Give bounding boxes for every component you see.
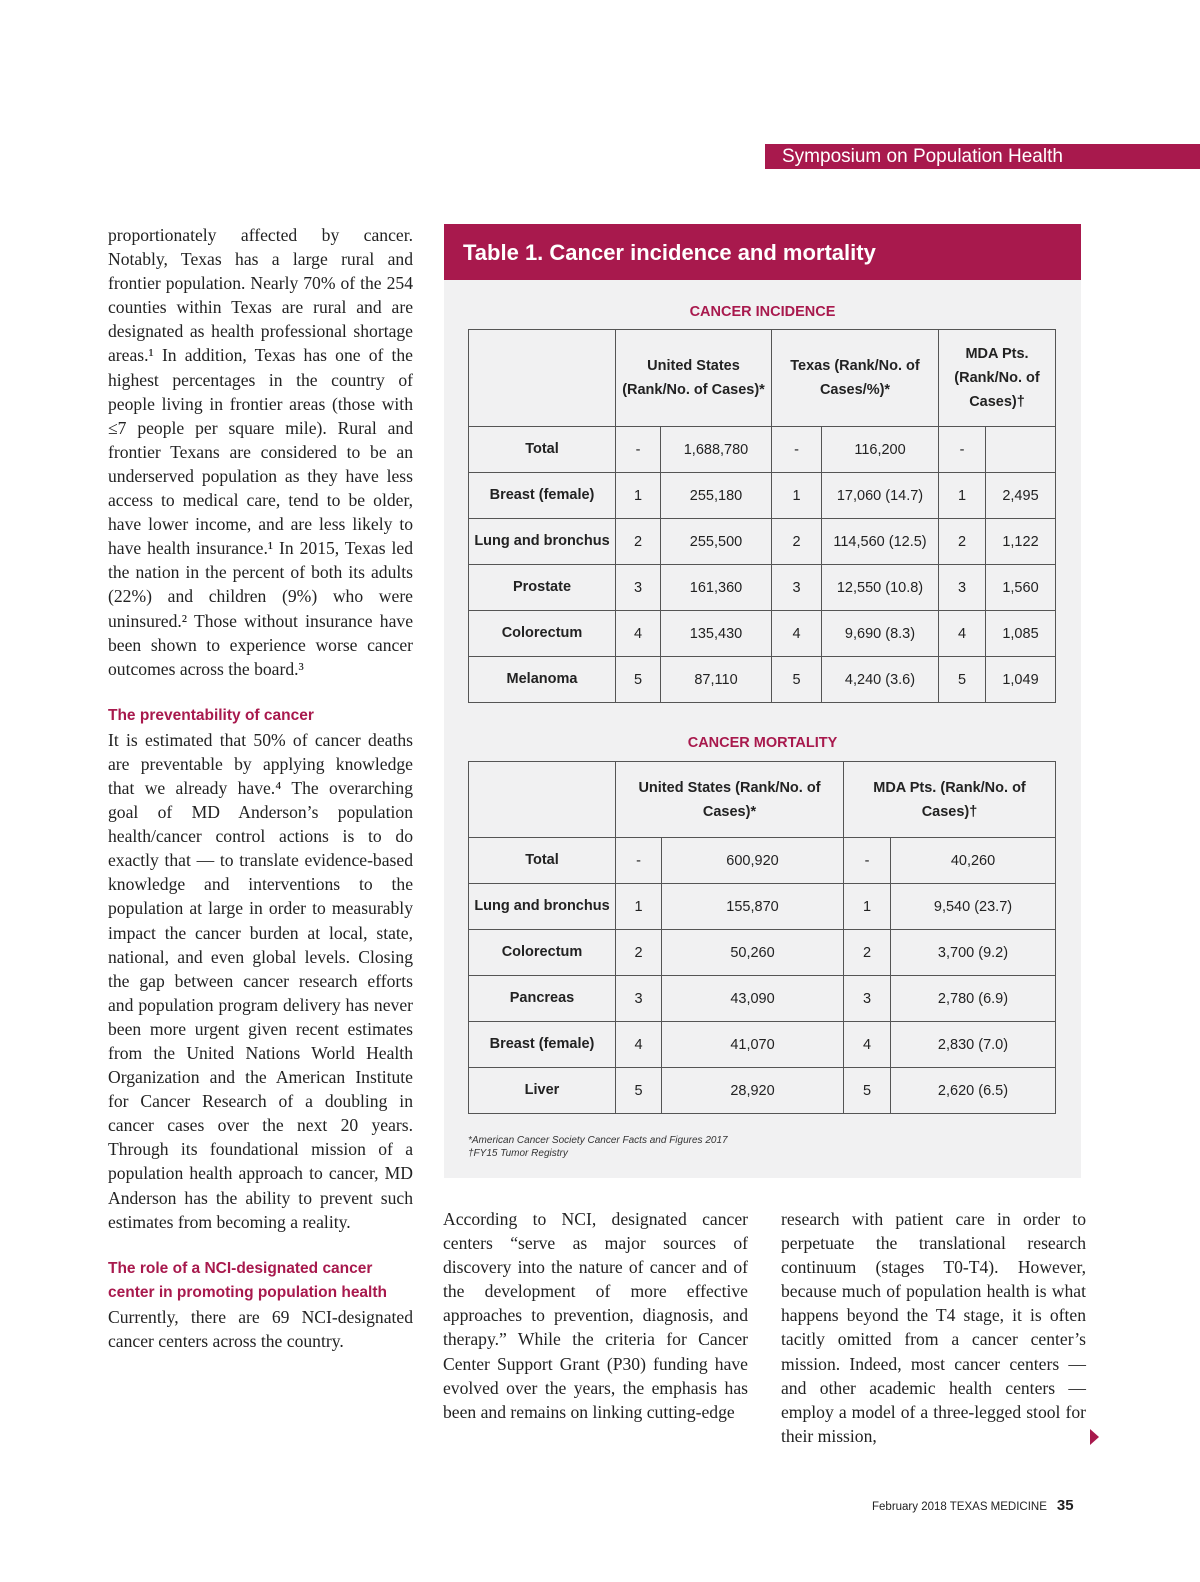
table-cell: 2 — [616, 519, 661, 565]
table-cell: 4 — [772, 611, 822, 657]
mortality-table — [468, 761, 1056, 1114]
table-cell: 161,360 — [661, 565, 772, 611]
table-cell: 2,495 — [986, 473, 1056, 519]
table-row — [469, 1068, 1056, 1114]
table-cell: 116,200 — [822, 427, 939, 473]
table-cell: 3 — [939, 565, 986, 611]
table-cell: 600,920 — [662, 838, 844, 884]
table-cell: 1 — [844, 884, 891, 930]
row-label-cell: Colorectum — [469, 611, 616, 657]
table-cell: 1 — [616, 884, 662, 930]
table-cell: 12,550 (10.8) — [822, 565, 939, 611]
middle-column — [443, 1207, 748, 1424]
table-cell: 1,688,780 — [661, 427, 772, 473]
table-cell: 2,830 (7.0) — [891, 1022, 1056, 1068]
row-label-cell: Melanoma — [469, 657, 616, 703]
table-cell: 1,085 — [986, 611, 1056, 657]
subheading: The preventability of cancer — [108, 706, 314, 724]
table-row — [469, 657, 1056, 703]
table-row — [469, 930, 1056, 976]
section-banner: Symposium on Population Health — [765, 144, 1200, 169]
table-cell: 2 — [772, 519, 822, 565]
header-cell — [469, 330, 616, 427]
header-cell — [469, 762, 616, 838]
mortality-label: CANCER MORTALITY — [687, 735, 838, 751]
table-cell: 5 — [772, 657, 822, 703]
page-footer — [872, 1497, 1074, 1514]
table-cell: 4 — [616, 611, 661, 657]
table-cell: 5 — [939, 657, 986, 703]
table-panel — [444, 224, 1081, 1178]
table-cell: 43,090 — [662, 976, 844, 1022]
table-cell: 4 — [844, 1022, 891, 1068]
table-cell: 9,540 (23.7) — [891, 884, 1056, 930]
table-cell — [986, 427, 1056, 473]
table-row — [469, 611, 1056, 657]
header-cell: United States (Rank/No. of Cases)* — [616, 330, 772, 427]
paragraph: Currently, there are 69 NCI-designated cancer centers across the country. — [108, 1306, 413, 1351]
table-cell: 17,060 (14.7) — [822, 473, 939, 519]
table-cell: 3 — [772, 565, 822, 611]
row-label-cell: Colorectum — [469, 930, 616, 976]
table-cell: 1,049 — [986, 657, 1056, 703]
issue-label: February 2018 TEXAS MEDICINE — [872, 1501, 1047, 1513]
paragraph: proportionately affected by cancer. Notably, Texas has a large rural and frontier population. Nearly 70% of the 254 counties within Texas are rural and are designated as health professional shortage areas.¹ In addition, Texas has one of the highest percentages in the country of people living in frontier areas (those with ≤7 people per square mile). Rural and frontier Texans are considered to be an underserved population as they have less access to medical care, tend to be older, have lower income, and are less likely to have health insurance.¹ In 2015, Texas led the nation in the percent of both its adults (22%) and children (9%) who were uninsured.² Those without insurance have been shown to experience worse cancer outcomes across the board.³ — [108, 225, 413, 679]
table-cell: - — [772, 427, 822, 473]
table-row — [469, 519, 1056, 565]
table-cell: 2,780 (6.9) — [891, 976, 1056, 1022]
table-cell: 4 — [939, 611, 986, 657]
table-cell: 1 — [939, 473, 986, 519]
paragraph: According to NCI, designated cancer centers “serve as major sources of discovery into the nature of cancer and of the development of more effective approaches to prevention, diagnosis, and therapy.” While the criteria for Cancer Center Support Grant (P30) funding have evolved over the years, the emphasis has been and remains on linking cutting-edge — [443, 1209, 748, 1422]
table-cell: - — [616, 427, 661, 473]
table-cell: 3 — [616, 976, 662, 1022]
table-cell: 2,620 (6.5) — [891, 1068, 1056, 1114]
table-cell: 4,240 (3.6) — [822, 657, 939, 703]
table-cell: 3 — [616, 565, 661, 611]
row-label-cell: Pancreas — [469, 976, 616, 1022]
incidence-label: CANCER INCIDENCE — [689, 304, 836, 320]
table-cell: 5 — [616, 657, 661, 703]
table-header-row — [469, 762, 1056, 838]
row-label-cell: Lung and bronchus — [469, 519, 616, 565]
table-cell: 28,920 — [662, 1068, 844, 1114]
table-footnotes — [468, 1134, 728, 1160]
table-cell: 41,070 — [662, 1022, 844, 1068]
table-row — [469, 565, 1056, 611]
paragraph: research with patient care in order to perpetuate the translational research continuum (stages T0-T4). However, because much of population health is what happens beyond the T4 stage, it is often tacitly omitted from a cancer center’s mission. Indeed, most cancer centers — and other academic health centers — employ a model of a three-legged stool for their mission, — [781, 1209, 1086, 1446]
table-cell: - — [939, 427, 986, 473]
table-row — [469, 838, 1056, 884]
table-row — [469, 976, 1056, 1022]
footnote: *American Cancer Society Cancer Facts and Figures 2017 — [468, 1135, 728, 1146]
left-column — [108, 223, 413, 1353]
header-cell: Texas (Rank/No. of Cases/%)* — [772, 330, 939, 427]
table-cell: 1 — [772, 473, 822, 519]
table-cell: 9,690 (8.3) — [822, 611, 939, 657]
paragraph: It is estimated that 50% of cancer deaths are preventable by applying knowledge that we already have.⁴ The overarching goal of MD Anderson’s population health/cancer control actions is to do exactly that — to translate evidence-based knowledge and interventions to the population at large in order to measurably impact the cancer burden at local, state, national, and even global levels. Closing the gap between cancer research efforts and population program delivery has never been more urgent given recent estimates from the United Nations World Health Organization and the American Institute for Cancer Research of a doubling in cancer cases over the next 20 years. Through its foundational mission of a population health approach to cancer, MD Anderson has the ability to prevent such estimates from becoming a reality. — [108, 729, 413, 1232]
table-cell: 5 — [616, 1068, 662, 1114]
table-header-row — [469, 330, 1056, 427]
table-cell: 255,500 — [661, 519, 772, 565]
table-cell: 5 — [844, 1068, 891, 1114]
row-label-cell: Breast (female) — [469, 1022, 616, 1068]
continue-arrow-icon — [1090, 1429, 1099, 1445]
table-cell: 4 — [616, 1022, 662, 1068]
row-label-cell: Lung and bronchus — [469, 884, 616, 930]
table-row — [469, 427, 1056, 473]
table-cell: - — [616, 838, 662, 884]
table-cell: 114,560 (12.5) — [822, 519, 939, 565]
page-number: 35 — [1056, 1497, 1074, 1514]
row-label-cell: Total — [469, 838, 616, 884]
table-cell: 135,430 — [661, 611, 772, 657]
table-cell: 3,700 (9.2) — [891, 930, 1056, 976]
header-cell: MDA Pts. (Rank/No. of Cases)† — [844, 762, 1056, 838]
table-cell: 40,260 — [891, 838, 1056, 884]
table-cell: 155,870 — [662, 884, 844, 930]
subheading: The role of a NCI-designated cancer center in promoting population health — [108, 1259, 387, 1301]
row-label-cell: Total — [469, 427, 616, 473]
table-cell: 50,260 — [662, 930, 844, 976]
table-cell: 1,560 — [986, 565, 1056, 611]
table-cell: 2 — [844, 930, 891, 976]
table-cell: 3 — [844, 976, 891, 1022]
table-cell: 1 — [616, 473, 661, 519]
right-column — [781, 1207, 1086, 1448]
row-label-cell: Liver — [469, 1068, 616, 1114]
table-cell: 2 — [616, 930, 662, 976]
table-cell: 2 — [939, 519, 986, 565]
header-cell: MDA Pts. (Rank/No. of Cases)† — [939, 330, 1056, 427]
table-row — [469, 884, 1056, 930]
header-cell: United States (Rank/No. of Cases)* — [616, 762, 844, 838]
row-label-cell: Breast (female) — [469, 473, 616, 519]
table-cell: - — [844, 838, 891, 884]
table-row — [469, 1022, 1056, 1068]
footnote: †FY15 Tumor Registry — [468, 1148, 568, 1159]
table-cell: 87,110 — [661, 657, 772, 703]
row-label-cell: Prostate — [469, 565, 616, 611]
table-row — [469, 473, 1056, 519]
table-cell: 255,180 — [661, 473, 772, 519]
table-title: Table 1. Cancer incidence and mortality — [444, 224, 1081, 280]
table-cell: 1,122 — [986, 519, 1056, 565]
incidence-table — [468, 329, 1056, 703]
